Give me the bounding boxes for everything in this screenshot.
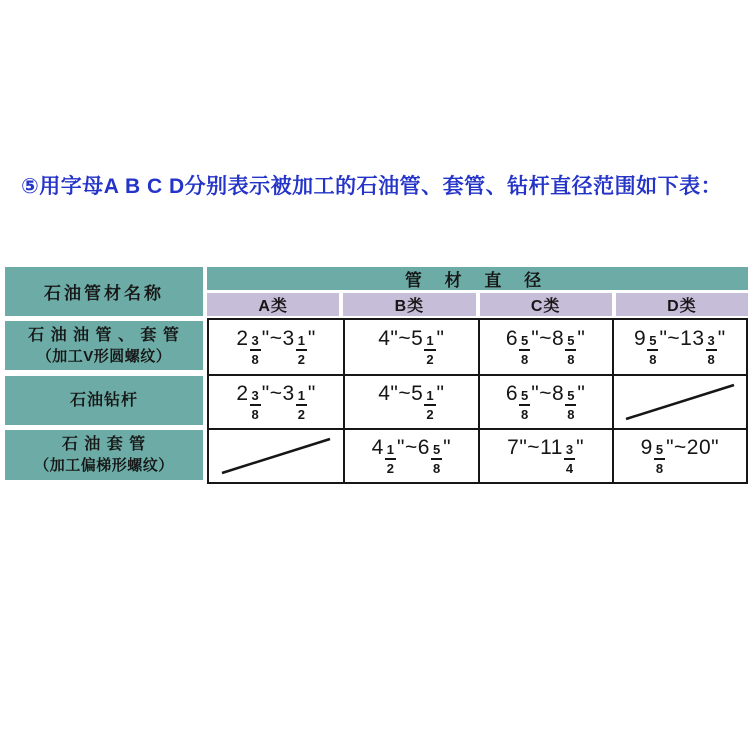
value-cell-r3-a <box>209 428 343 482</box>
stacked-fraction: $\frac{5}{8}$ <box>432 442 441 476</box>
row-name-column <box>5 318 203 484</box>
class-header-b: B类 <box>343 293 475 316</box>
table-body-band <box>5 318 748 484</box>
row-name-line: 石 油 套 管 <box>61 436 147 454</box>
class-header-a: A类 <box>207 293 339 316</box>
stacked-fraction: $\frac{5}{8}$ <box>567 388 575 422</box>
row-name-subline: （加工偏梯形螺纹） <box>34 457 174 475</box>
row-name-cell-casing <box>5 430 203 480</box>
table-header-band <box>5 267 748 316</box>
value-cell-r1-c: 6 $\frac{5}{8}$ "~8 $\frac{5}{8}$ " <box>478 320 612 374</box>
diagonal-slash <box>621 381 739 423</box>
caption-text: ⑤用字母A B C D分别表示被加工的石油管、套管、钻杆直径范围如下表： <box>21 175 723 198</box>
diameter-values-grid <box>207 318 748 484</box>
value-cell-r2-d <box>612 374 746 428</box>
diameter-header-cell: 管 材 直 径 <box>207 267 748 290</box>
pipe-diameter-table <box>5 267 748 484</box>
value-cell-r1-b: 4"~5 $\frac{1}{2}$ " <box>343 320 477 374</box>
stacked-fraction: $\frac{3}{4}$ <box>565 442 574 476</box>
stacked-fraction: $\frac{5}{8}$ <box>567 333 575 367</box>
value-cell-r2-b: 4"~5 $\frac{1}{2}$ " <box>343 374 477 428</box>
stacked-fraction: $\frac{1}{2}$ <box>297 333 305 367</box>
class-header-row <box>207 293 748 316</box>
stacked-fraction: $\frac{3}{8}$ <box>251 388 259 422</box>
stacked-fraction: $\frac{3}{8}$ <box>251 333 259 367</box>
header-right-block <box>207 267 748 316</box>
class-header-d: D类 <box>616 293 748 316</box>
row-name-subline: （加工V形圆螺纹） <box>36 347 172 365</box>
value-cell-r1-d: 9 $\frac{5}{8}$ "~13 $\frac{3}{8}$ " <box>612 320 746 374</box>
value-cell-r1-a: 2 $\frac{3}{8}$ "~3 $\frac{1}{2}$ " <box>236 327 316 367</box>
stacked-fraction: $\frac{1}{2}$ <box>297 388 305 422</box>
stacked-fraction: $\frac{5}{8}$ <box>655 442 664 476</box>
value-cell-r3-b: 4 $\frac{1}{2}$ "~6 $\frac{5}{8}$ " <box>343 428 477 482</box>
row-name-line: 石 油 油 管 、 套 管 <box>28 326 180 344</box>
stacked-fraction: $\frac{5}{8}$ <box>649 333 657 367</box>
stacked-fraction: $\frac{1}{2}$ <box>386 442 395 476</box>
corner-header-cell: 石油管材名称 <box>5 267 203 316</box>
value-cell-r2-a: 2 $\frac{3}{8}$ "~3 $\frac{1}{2}$ " <box>209 374 343 428</box>
row-name-line: 石油钻杆 <box>69 391 138 409</box>
value-cell-r3-d: 9 $\frac{5}{8}$ "~20" <box>612 428 746 482</box>
value-cell-r2-c: 6 $\frac{5}{8}$ "~8 $\frac{5}{8}$ " <box>478 374 612 428</box>
value-cell-r3-c: 7"~11 $\frac{3}{4}$ " <box>478 428 612 482</box>
stacked-fraction: $\frac{1}{2}$ <box>426 333 434 367</box>
diagonal-slash <box>217 435 335 477</box>
stacked-fraction: $\frac{5}{8}$ <box>521 388 529 422</box>
stacked-fraction: $\frac{3}{8}$ <box>707 333 715 367</box>
class-header-c: C类 <box>480 293 612 316</box>
row-name-cell-drill-pipe <box>5 376 203 425</box>
stacked-fraction: $\frac{1}{2}$ <box>426 388 434 422</box>
stacked-fraction: $\frac{5}{8}$ <box>521 333 529 367</box>
row-name-cell-tubing-casing <box>5 321 203 370</box>
